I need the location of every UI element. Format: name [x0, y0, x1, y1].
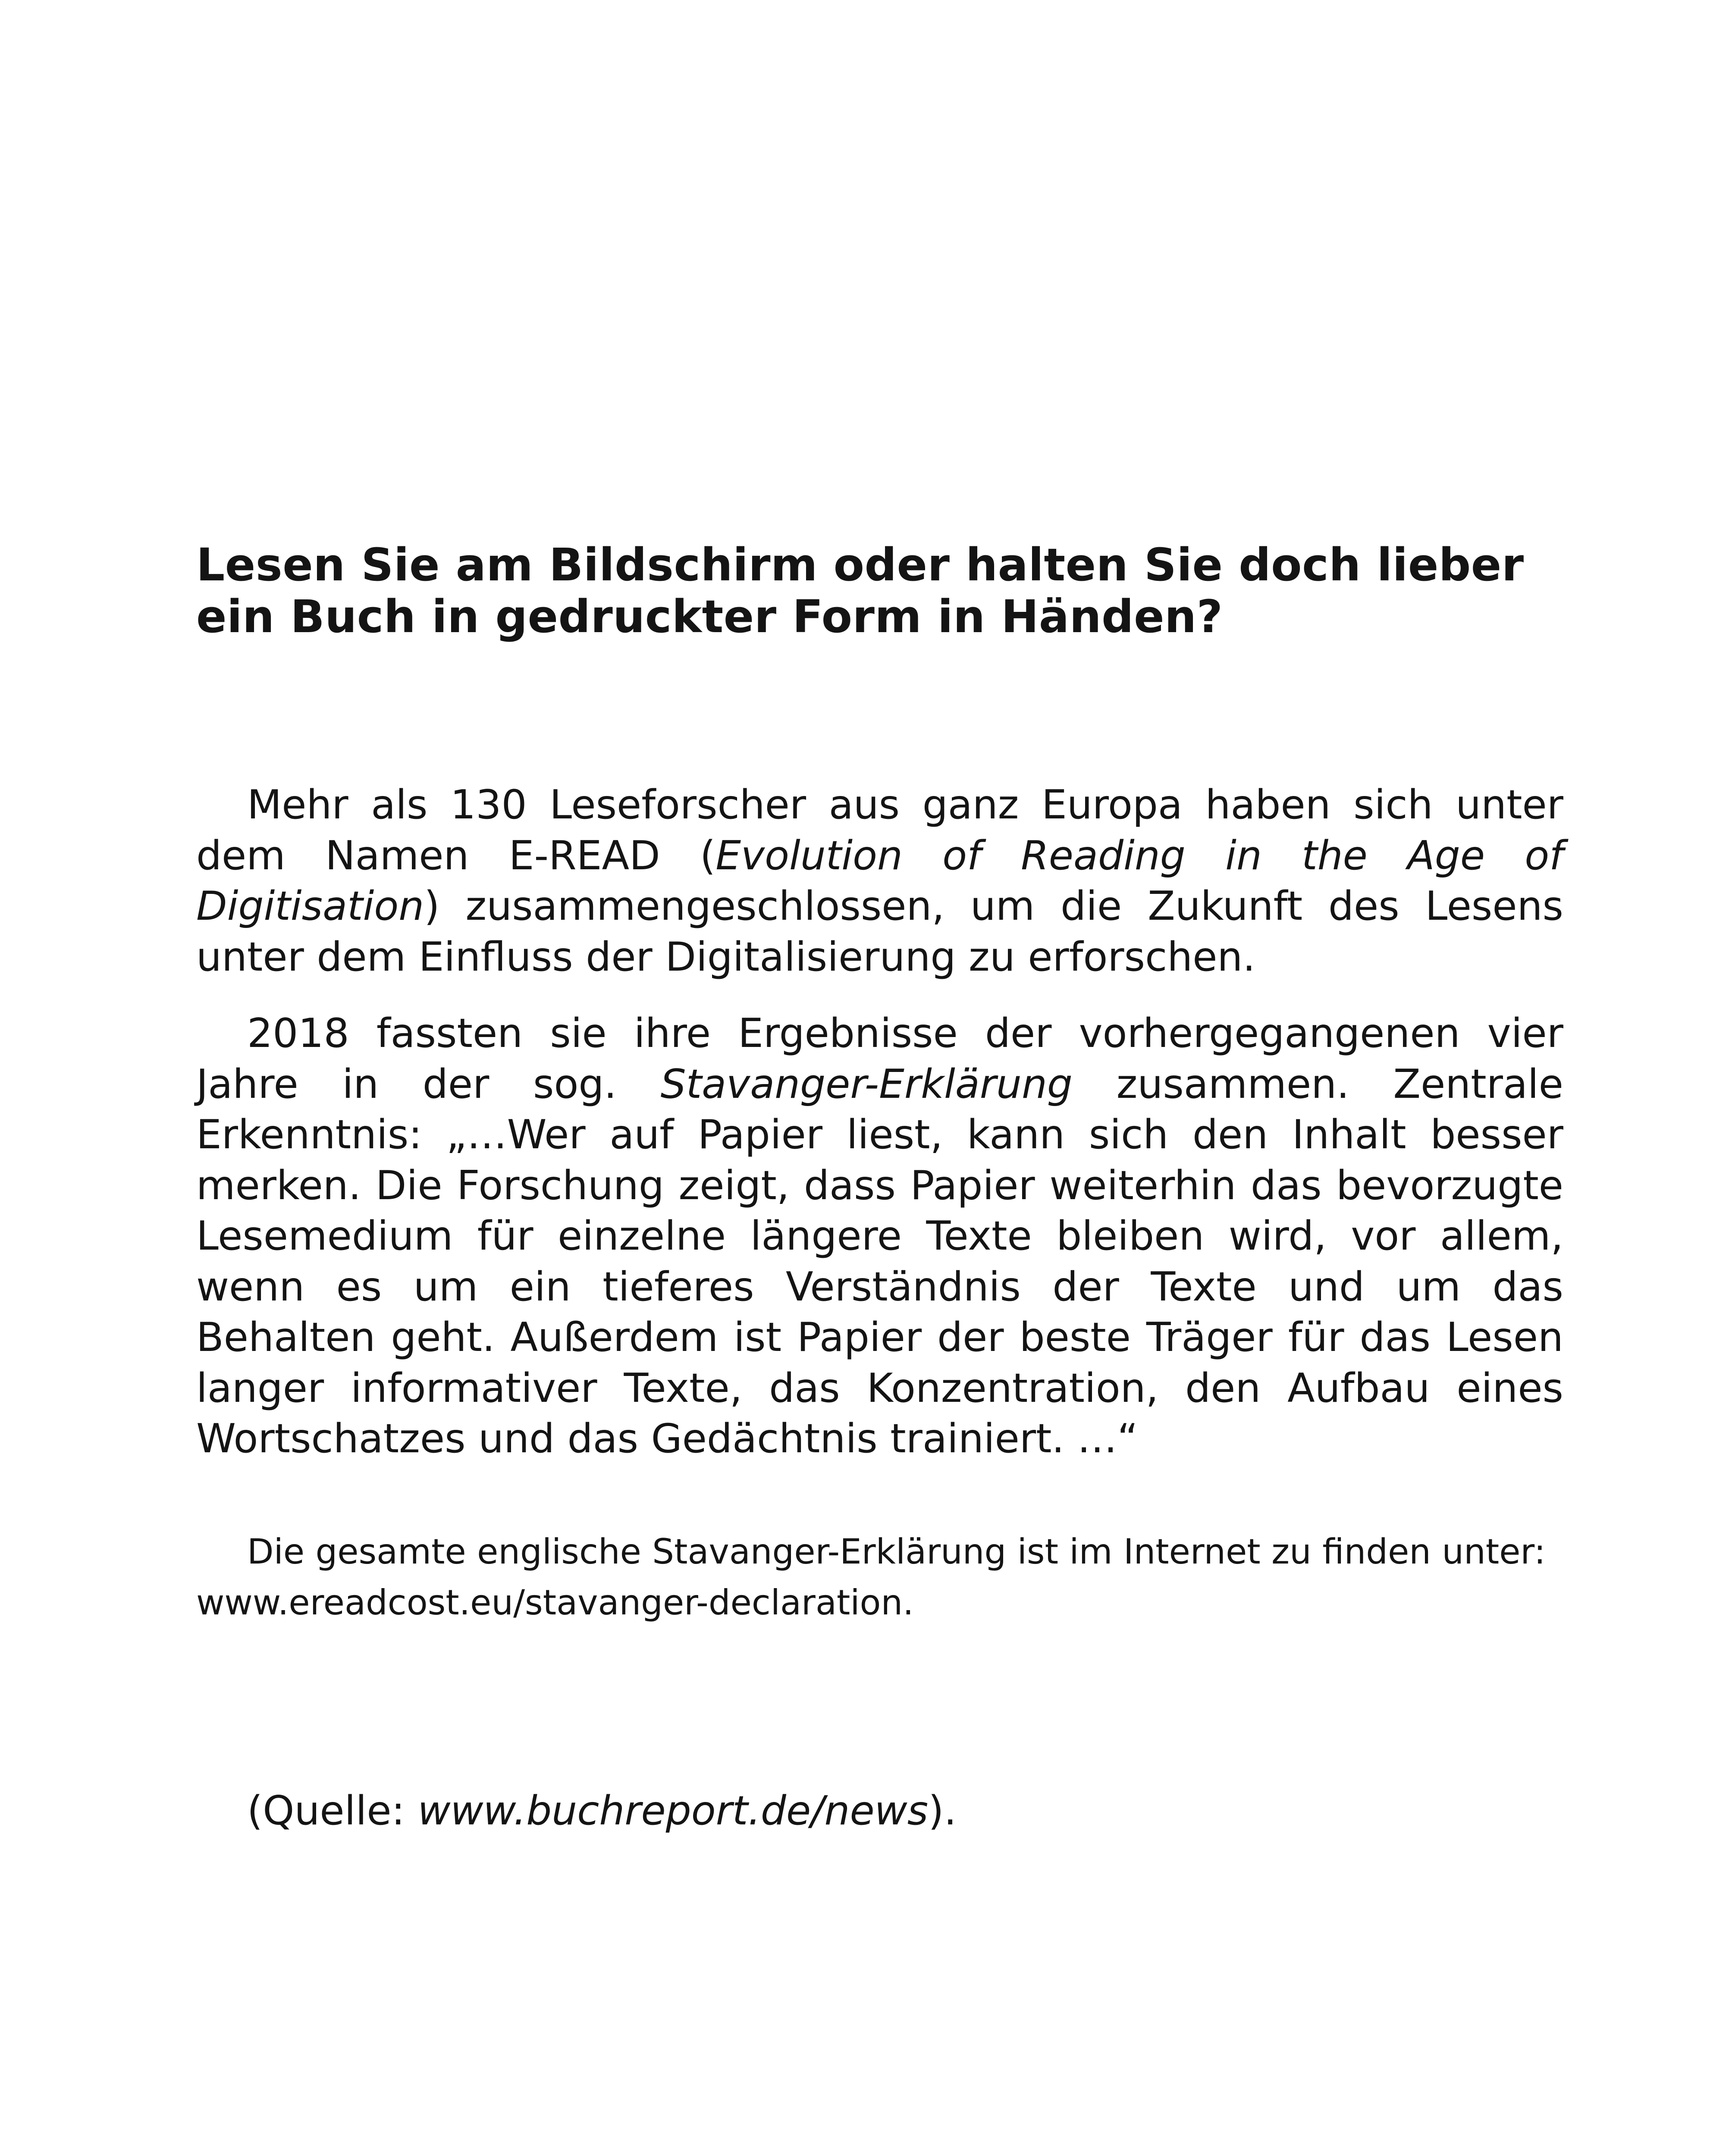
paragraph-e-read	[196, 780, 1563, 982]
paragraph-e-read-text-start: Mehr als 130 Leseforscher aus ganz Europa haben sich unter dem Namen E-READ (	[196, 781, 1563, 879]
paragraph-stavanger-text-start: 2018 fassten sie ihre Ergebnisse der vorhergegangenen vier Jahre in der sog.	[196, 1010, 1563, 1107]
source-citation	[247, 1785, 957, 1836]
paragraph-stavanger	[196, 1008, 1563, 1464]
page-title	[196, 539, 1563, 642]
e-read-project-name: Evolution of Reading in the Age of Digitisation	[196, 832, 1563, 929]
stavanger-declaration-name: Stavanger-Erklärung	[660, 1060, 1073, 1107]
page-title-line-1: Lesen Sie am Bildschirm oder halten Sie doch lieber	[196, 539, 1524, 591]
declaration-url-note: Die gesamte englische Stavanger-Erklärung ist im Internet zu finden unter: www.ereadcost.eu/stavanger-declaration.	[196, 1532, 1546, 1623]
page-title-line-2: ein Buch in gedruckter Form in Händen?	[196, 590, 1223, 643]
paragraph-e-read-text-end: ) zusammengeschlossen, um die Zukunft des Lesens unter dem Einfluss der Digitalisierung zu erforschen.	[196, 883, 1563, 980]
source-link: www.buchreport.de/news	[417, 1787, 929, 1834]
source-suffix: ).	[928, 1787, 957, 1834]
body-text	[196, 780, 1563, 1464]
paragraph-stavanger-text-end: zusammen. Zentrale Erkenntnis: „…Wer auf Papier liest, kann sich den Inhalt besser merken. Die Forschung zeigt, dass Papier weiterhin das bevorzugte Lesemedium für einzelne längere Texte bleiben wird, vor allem, wenn es um ein tieferes Verständnis der Texte und um das Behalten geht. Außerdem ist Papier der beste Träger für das Lesen langer informativer Texte, das Konzentration, den Aufbau eines Wortschatzes und das Gedächtnis trainiert. …“	[196, 1060, 1563, 1462]
source-prefix: (Quelle:	[247, 1787, 418, 1834]
